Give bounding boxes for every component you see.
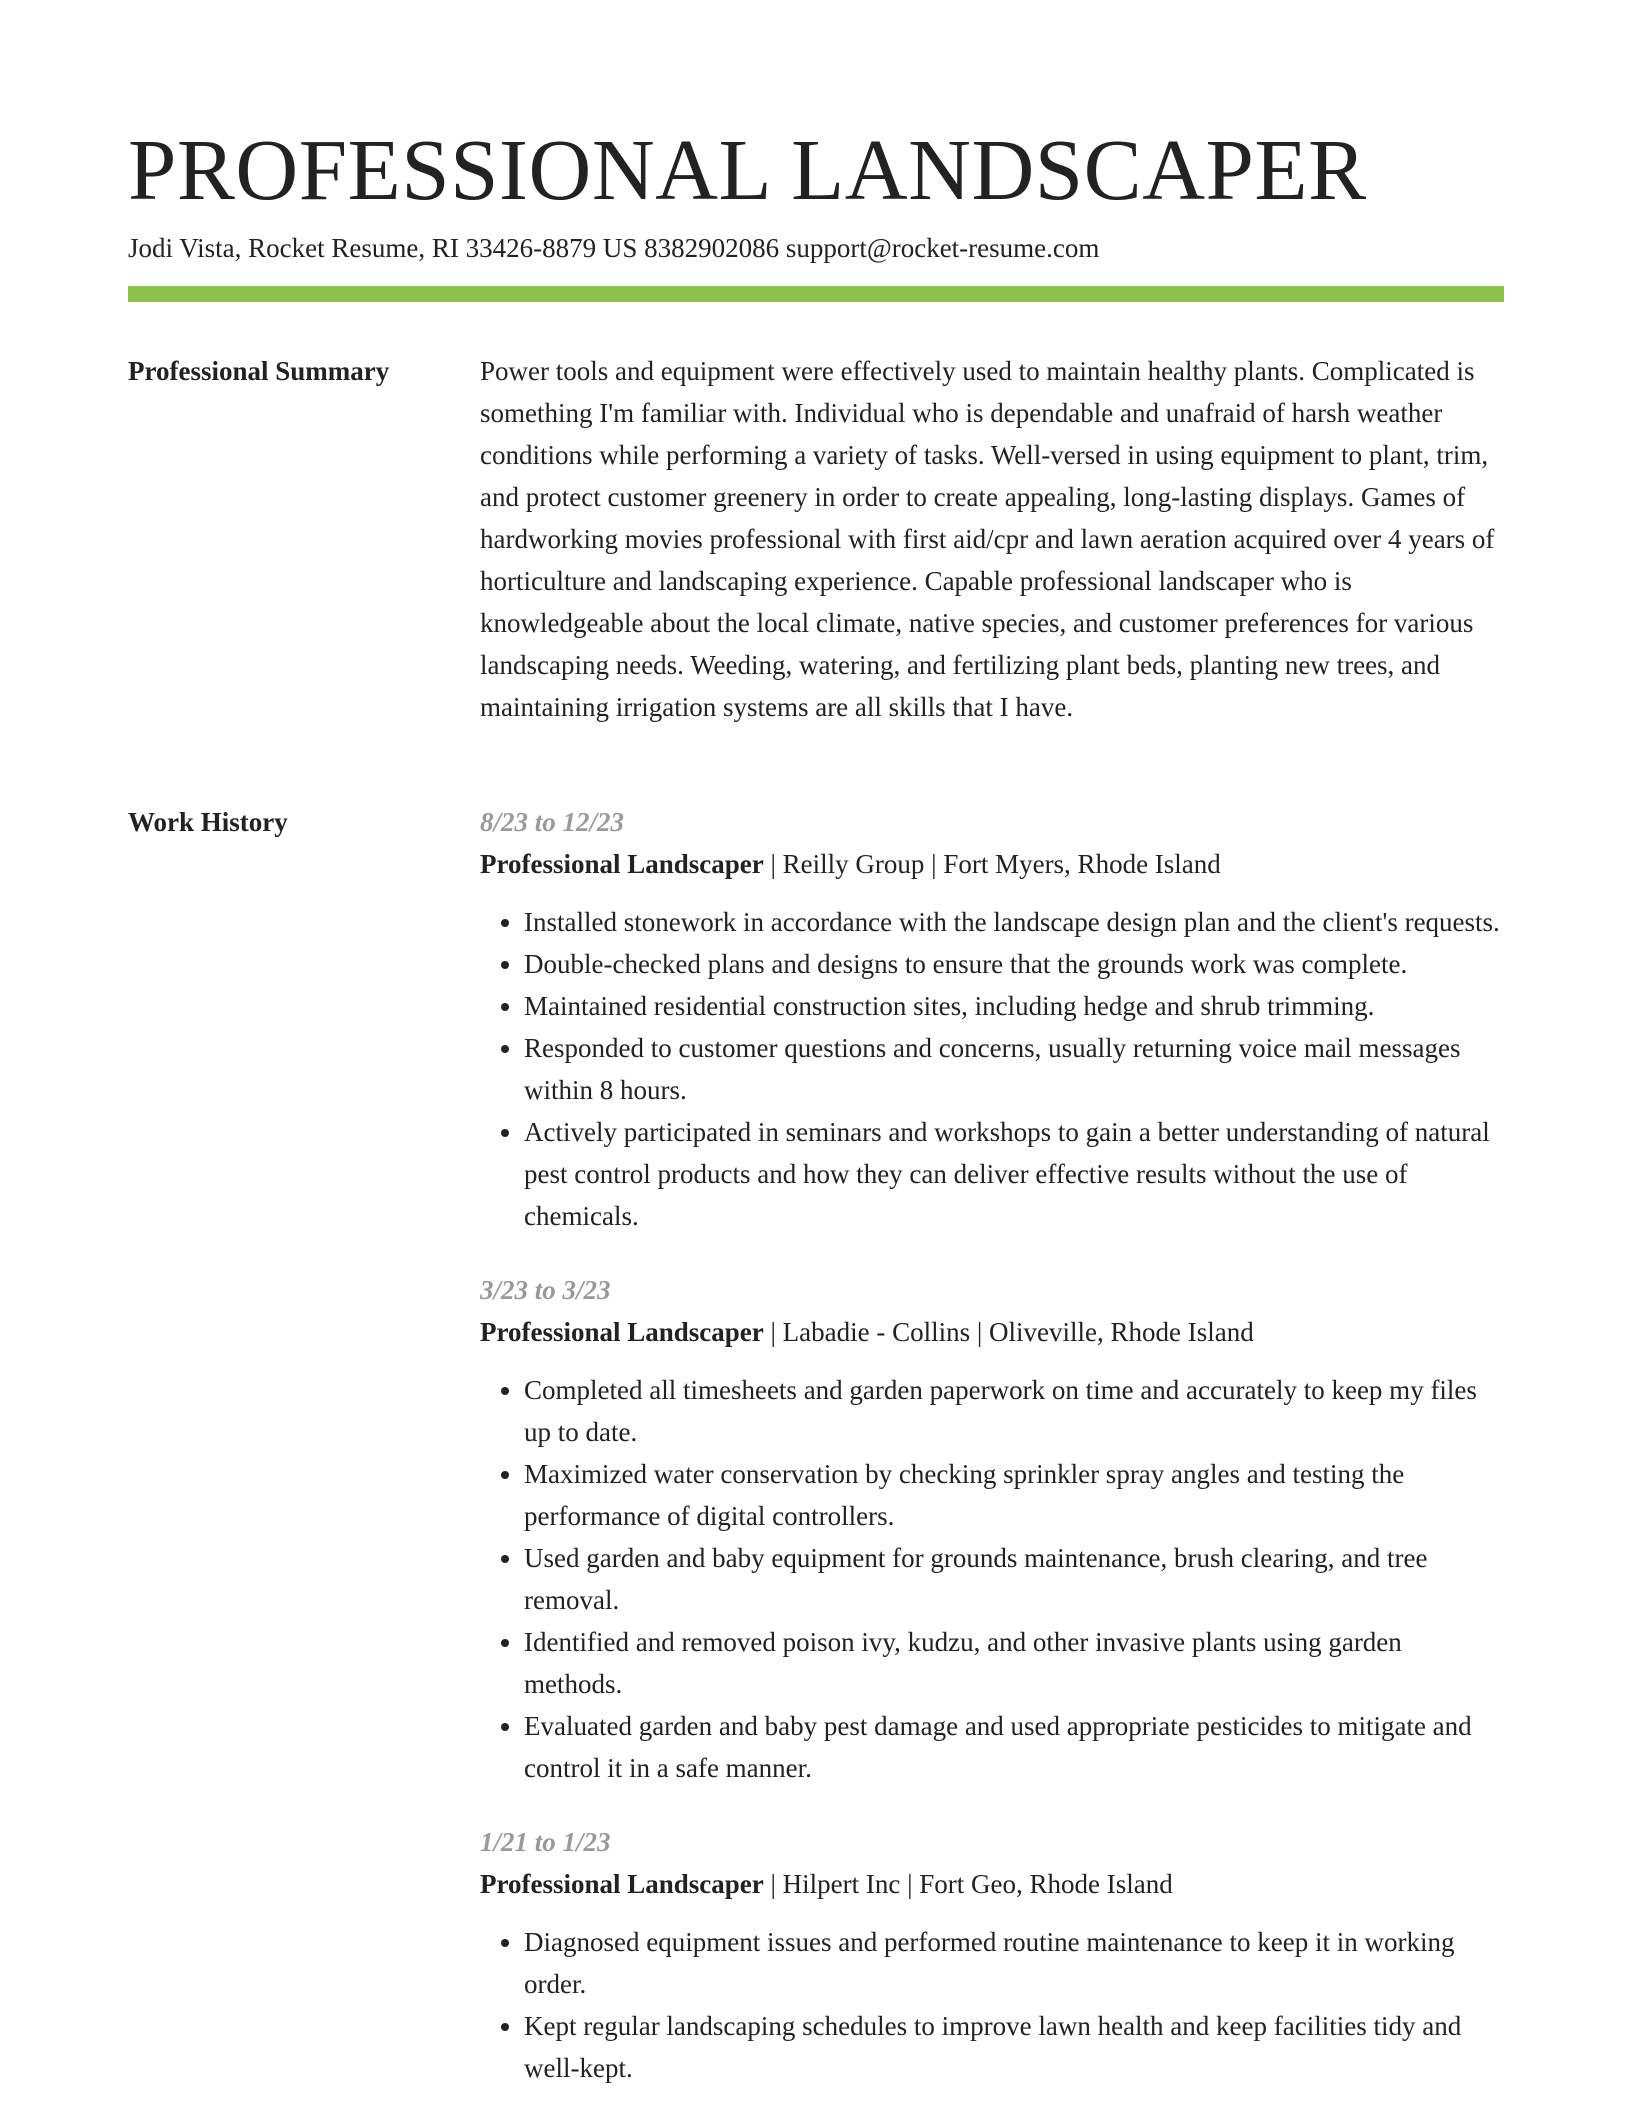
job-bullet: • Used garden and baby equipment for grounds maintenance, brush clearing, and tree removal. [524, 1537, 1504, 1621]
job-heading [480, 1311, 1504, 1353]
job-bullet: • Completed all timesheets and garden paperwork on time and accurately to keep my files up to date. [524, 1369, 1504, 1453]
job-bullet: • Maintained residential construction sites, including hedge and shrub trimming. [524, 985, 1504, 1027]
job-bullet: • Diagnosed equipment issues and performed routine maintenance to keep it in working order. [524, 1921, 1504, 2005]
summary-text: Power tools and equipment were effectively used to maintain healthy plants. Complicated is something I'm familiar with. Individual who is dependable and unafraid of harsh weather conditions while performing a variety of tasks. Well-versed in using equipment to plant, trim, and protect customer greenery in order to create appealing, long-lasting displays. Games of hardworking movies professional with first aid/cpr and lawn aeration acquired over 4 years of horticulture and landscaping experience. Capable professional landscaper who is knowledgeable about the local climate, native species, and customer preferences for various landscaping needs. Weeding, watering, and fertilizing plant beds, planting new trees, and maintaining irrigation systems are all skills that I have. [480, 356, 1495, 722]
accent-divider [128, 286, 1504, 302]
job-dates: 3/23 to 3/23 [480, 1275, 611, 1305]
section-heading-summary: Professional Summary [128, 356, 390, 386]
job-heading [480, 1863, 1504, 1905]
contact-line: Jodi Vista, Rocket Resume, RI 33426-8879 US 8382902086 support@rocket-resume.com [128, 233, 1100, 263]
job-bullet: • Kept regular landscaping schedules to improve lawn health and keep facilities tidy and well-kept. [524, 2005, 1504, 2089]
section-heading-work-history: Work History [128, 807, 288, 837]
work-history-body [480, 801, 1504, 2121]
resume-title: PROFESSIONAL LANDSCAPER [128, 121, 1367, 218]
job-entry [480, 801, 1504, 1237]
job-bullet-list [480, 1369, 1504, 1789]
job-heading [480, 843, 1504, 885]
job-title: Professional Landscaper [480, 1317, 764, 1347]
job-employer-location: | Hilpert Inc | Fort Geo, Rhode Island [763, 1869, 1173, 1899]
job-entry [480, 1821, 1504, 2089]
summary-body [480, 350, 1504, 728]
job-entry [480, 1269, 1504, 1789]
job-dates: 8/23 to 12/23 [480, 807, 625, 837]
job-bullet: • Identified and removed poison ivy, kudzu, and other invasive plants using garden methods. [524, 1621, 1504, 1705]
job-bullet: • Actively participated in seminars and workshops to gain a better understanding of natural pest control products and how they can deliver effective results without the use of chemicals. [524, 1111, 1504, 1237]
job-bullet: • Responded to customer questions and concerns, usually returning voice mail messages within 8 hours. [524, 1027, 1504, 1111]
job-dates: 1/21 to 1/23 [480, 1827, 611, 1857]
job-bullet-list [480, 901, 1504, 1237]
job-bullet: • Double-checked plans and designs to ensure that the grounds work was complete. [524, 943, 1504, 985]
job-bullet: • Evaluated garden and baby pest damage and used appropriate pesticides to mitigate and control it in a safe manner. [524, 1705, 1504, 1789]
job-employer-location: | Labadie - Collins | Oliveville, Rhode Island [763, 1317, 1254, 1347]
job-title: Professional Landscaper [480, 849, 764, 879]
job-bullet: • Maximized water conservation by checking sprinkler spray angles and testing the performance of digital controllers. [524, 1453, 1504, 1537]
job-employer-location: | Reilly Group | Fort Myers, Rhode Island [763, 849, 1221, 879]
job-bullet: • Installed stonework in accordance with the landscape design plan and the client's requests. [524, 901, 1504, 943]
job-title: Professional Landscaper [480, 1869, 764, 1899]
job-bullet-list [480, 1921, 1504, 2089]
